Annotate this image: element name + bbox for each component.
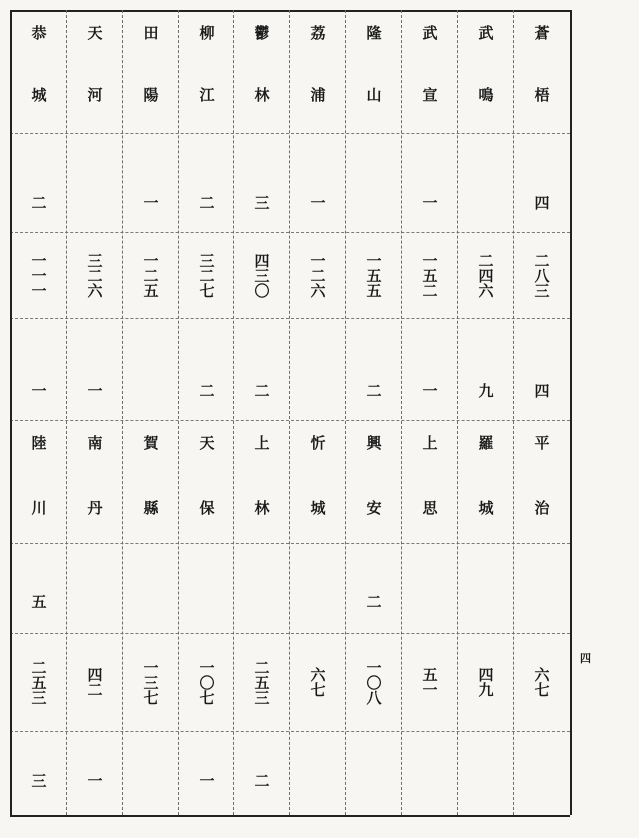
cell-n4	[457, 570, 513, 633]
cell-place2: 林	[252, 499, 271, 515]
cell-n5: 一三七	[141, 659, 160, 705]
cell-n3: 九	[476, 382, 495, 398]
cell-name2: 江	[197, 86, 216, 102]
row-divider	[10, 815, 570, 817]
cell-n2: 一一一	[29, 252, 48, 298]
cell-n4	[401, 570, 457, 633]
cell-place1: 興	[364, 435, 383, 450]
cell-n6	[457, 745, 513, 815]
cell-name2: 山	[364, 86, 383, 102]
cell-n6	[513, 745, 569, 815]
cell-n3: 一	[85, 382, 104, 398]
cell-n1	[345, 175, 401, 230]
cell-n4	[513, 570, 569, 633]
cell-place2: 保	[197, 499, 216, 515]
cell-n3	[122, 360, 178, 420]
cell-place1: 陸	[29, 435, 48, 450]
cell-n5: 四二	[85, 667, 104, 697]
cell-name1: 武	[420, 24, 439, 40]
cell-n5: 二五三	[29, 659, 48, 705]
cell-place2: 城	[476, 499, 495, 515]
cell-name1: 恭	[29, 24, 48, 40]
cell-n4: 五	[29, 594, 48, 609]
cell-n1: 一	[308, 195, 327, 210]
page-number: 四	[580, 652, 591, 665]
cell-n5: 一〇八	[364, 659, 383, 705]
cell-name2: 城	[29, 86, 48, 102]
cell-n6	[401, 745, 457, 815]
cell-place2: 縣	[141, 499, 160, 515]
cell-n3: 四	[532, 382, 551, 398]
row-divider	[10, 543, 570, 544]
cell-place2: 川	[29, 499, 48, 515]
row-divider	[10, 731, 570, 732]
cell-n1: 二	[197, 195, 216, 210]
cell-name2: 梧	[532, 86, 551, 102]
cell-n2: 一五二	[420, 252, 439, 298]
cell-n2: 一二六	[308, 252, 327, 298]
cell-name1: 田	[141, 24, 160, 40]
cell-place1: 平	[532, 435, 551, 450]
cell-name2: 宣	[420, 86, 439, 102]
cell-n2: 二四六	[476, 252, 495, 298]
cell-n1: 一	[420, 195, 439, 210]
row-divider	[10, 318, 570, 319]
cell-name2: 河	[85, 86, 104, 102]
cell-place1: 南	[85, 435, 104, 450]
cell-name2: 林	[252, 86, 271, 102]
cell-n4	[289, 570, 345, 633]
cell-n4	[122, 570, 178, 633]
cell-n2: 四三〇	[252, 252, 271, 298]
cell-n6	[289, 745, 345, 815]
cell-name1: 武	[476, 24, 495, 40]
cell-n1: 二	[29, 195, 48, 210]
cell-n5: 六七	[532, 667, 551, 697]
cell-n6	[345, 745, 401, 815]
cell-place1: 羅	[476, 435, 495, 450]
cell-n1: 四	[532, 195, 551, 210]
cell-n2: 二八三	[532, 252, 551, 298]
cell-n1: 一	[141, 195, 160, 210]
cell-place2: 治	[532, 499, 551, 515]
cell-n1: 三	[252, 195, 271, 210]
cell-n1	[66, 175, 122, 230]
cell-name1: 天	[85, 24, 104, 40]
cell-place1: 上	[420, 435, 439, 450]
cell-place2: 思	[420, 499, 439, 515]
row-divider	[10, 133, 570, 134]
cell-n3: 一	[420, 382, 439, 398]
cell-n6: 一	[197, 772, 216, 788]
cell-name2: 陽	[141, 86, 160, 102]
cell-n5: 六七	[308, 667, 327, 697]
cell-n5: 五一	[420, 667, 439, 697]
cell-n2: 一二五	[141, 252, 160, 298]
cell-n6	[122, 745, 178, 815]
cell-place1: 天	[197, 435, 216, 450]
cell-place1: 賀	[141, 435, 160, 450]
cell-n3: 二	[252, 382, 271, 398]
cell-n6: 二	[252, 772, 271, 788]
cell-n3: 二	[364, 382, 383, 398]
cell-n4: 二	[364, 594, 383, 609]
cell-n3: 一	[29, 382, 48, 398]
cell-n2: 三二六	[85, 252, 104, 298]
cell-n6: 三	[29, 772, 48, 788]
cell-name1: 隆	[364, 24, 383, 40]
cell-place2: 城	[308, 499, 327, 515]
cell-name1: 鬱	[252, 24, 271, 40]
cell-n1	[457, 175, 513, 230]
cell-place2: 丹	[85, 499, 104, 515]
cell-n3: 二	[197, 382, 216, 398]
cell-n2: 三二七	[197, 252, 216, 298]
cell-place2: 安	[364, 499, 383, 515]
cell-n3	[289, 360, 345, 420]
cell-n6: 一	[85, 772, 104, 788]
cell-n5: 一〇七	[197, 659, 216, 705]
cell-n2: 一五五	[364, 252, 383, 298]
cell-name1: 蒼	[532, 24, 551, 40]
cell-n5: 二五三	[252, 659, 271, 705]
cell-name2: 鳴	[476, 86, 495, 102]
cell-name1: 柳	[197, 24, 216, 40]
cell-place1: 忻	[308, 435, 327, 450]
cell-n4	[66, 570, 122, 633]
cell-place1: 上	[252, 435, 271, 450]
cell-n5: 四九	[476, 667, 495, 697]
column-divider	[570, 10, 572, 815]
cell-n4	[233, 570, 289, 633]
cell-name1: 荔	[308, 24, 327, 40]
cell-name2: 浦	[308, 86, 327, 102]
cell-n4	[178, 570, 234, 633]
